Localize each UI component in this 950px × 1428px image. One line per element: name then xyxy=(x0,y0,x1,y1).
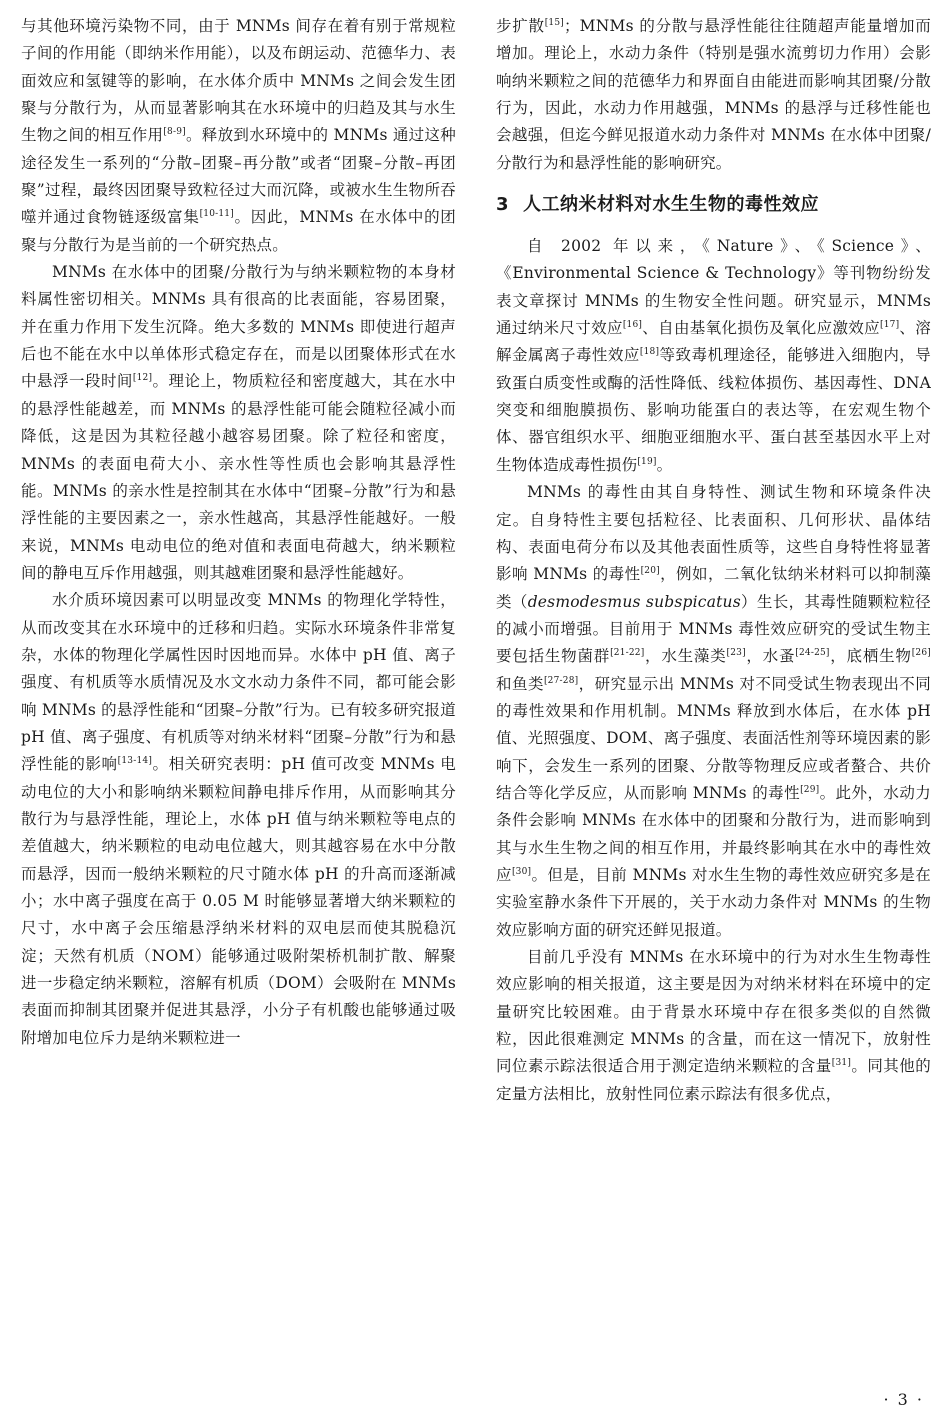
body-text: 。 xyxy=(656,455,673,474)
body-text: 。此外，水动力条件会影响 MNMs 在水体中的团聚和分散行为，进而影响到其与水生生物之间的相互作用，并最终影响其在水中的毒性效应 xyxy=(496,783,931,884)
body-text: 。相关研究表明：pH 值可改变 MNMs 电动电位的大小和影响纳米颗粒间静电排斥作用，从而影响其分散行为与悬浮性能，理论上，水体 pH 值与纳米颗粒等电点的差值越大，纳米颗粒的电动电位越大，则其越容易在水中分散而悬浮，因而一般纳米颗粒的尺寸随水体 pH 的升高而逐渐减小；水中离子强度在高于 0.05 M 时能够显著增大纳米颗粒的尺寸，水中离子会压缩悬浮纳米材料的双电层而使其脱稳沉淀；天然有机质（NOM）能够通过吸附架桥机制扩散、解聚进一步稳定纳米颗粒，溶解有机质（DOM）会吸附在 MNMs 表面而抑制其团聚并促进其悬浮，小分子有机酸也能够通过吸附增加电位斥力是纳米颗粒进一 xyxy=(21,755,456,1047)
body-text: MNMs 在水体中的团聚/分散行为与纳米颗粒物的本身材料属性密切相关。MNMs 具有很高的比表面能，容易团聚，并在重力作用下发生沉降。绝大多数的 MNMs 即使进行超声后也不能在水中以单体形式稳定存在，而是以团聚体形式在水中悬浮一段时间 xyxy=(21,263,456,391)
body-text: ，水蚤 xyxy=(745,647,796,666)
left-column xyxy=(21,13,456,1052)
section-number: 3 xyxy=(496,194,510,216)
body-text: 等致毒机理途径，能够进入细胞内，导致蛋白质变性或酶的活性降低、线粒体损伤、基因毒性、DNA 突变和细胞膜损伤、影响功能蛋白的表达等，在宏观生物个体、器官组织水平、细胞亚细胞水平、蛋白甚至基因水平上对生物体造成毒性损伤 xyxy=(496,346,931,474)
body-text: 。理论上，物质粒径和密度越大，其在水中的悬浮性能越差，而 MNMs 的悬浮性能可能会随粒径减小而降低，这是因为其粒径越小越容易团聚。除了粒径和密度，MNMs 的表面电荷大小、亲水性等性质也会影响其悬浮性能。MNMs 的亲水性是控制其在水体中“团聚–分散”行为和悬浮性能的主要因素之一，亲水性越高，其悬浮性能越好。一般来说，MNMs 电动电位的绝对值和表面电荷越大，纳米颗粒间的静电互斥作用越强，则其越难团聚和悬浮性能越好。 xyxy=(21,372,456,582)
body-text: 、自由基氧化损伤及氧化应激效应 xyxy=(642,319,880,338)
species-name: desmodesmus subspicatus xyxy=(527,592,741,611)
body-text: 目前几乎没有 MNMs 在水环境中的行为对水生生物毒性效应影响的相关报道，这主要是因为对纳米材料在环境中的定量研究比较困难。由于背景水环境中存在很多类似的自然微粒，因此很难测定 MNMs 的含量，而在这一情况下，放射性同位素示踪法很适合用于测定造纳米颗粒的含量 xyxy=(496,948,931,1076)
body-text: MNMs 的毒性由其自身特性、测试生物和环境条件决定。自身特性主要包括粒径、比表面积、几何形状、晶体结构、表面电荷分布以及其他表面性质等，这些自身特性将显著影响 MNMs 的毒性 xyxy=(496,483,931,584)
paragraph xyxy=(21,13,456,259)
citation: [31] xyxy=(831,1058,852,1069)
citation: [12] xyxy=(132,373,153,384)
paragraph xyxy=(496,479,931,944)
paragraph xyxy=(21,259,456,587)
citation: [10-11] xyxy=(199,209,234,220)
citation: [23] xyxy=(726,648,746,659)
body-text: ，底栖生物 xyxy=(829,647,912,666)
body-text: 。因此，MNMs 在水体中的团聚与分散行为是当前的一个研究热点。 xyxy=(21,208,457,254)
section-heading xyxy=(496,189,931,221)
right-column xyxy=(496,13,931,1108)
citation: [24-25] xyxy=(795,648,830,659)
body-text: 步扩散 xyxy=(496,17,545,35)
paragraph xyxy=(496,233,931,479)
page-number: · 3 · xyxy=(883,1390,924,1409)
body-text: 与其他环境污染物不同，由于 MNMs 间存在着有别于常规粒子间的作用能（即纳米作用能），以及布朗运动、范德华力、表面效应和氢键等的影响，在水体介质中 MNMs 之间会发生团聚与分散行为，从而显著影响其在水环境中的归趋及其与水生生物之间的相互作用 xyxy=(21,17,456,145)
citation: [13-14] xyxy=(117,756,153,767)
body-text: 、溶解金属离子毒性效应 xyxy=(496,319,931,365)
citation: [8-9] xyxy=(163,127,186,138)
paragraph xyxy=(496,13,931,177)
citation: [30] xyxy=(511,866,532,877)
body-text: 和鱼类 xyxy=(496,674,544,693)
body-text: 水介质环境因素可以明显改变 MNMs 的物理化学特性，从而改变其在水环境中的迁移和归趋。实际水环境条件非常复杂，水体的物理化学属性因时因地而异。水体中 pH 值、离子强度、有机质等水质情况及水文水动力条件不同，都可能会影响 MNMs 的悬浮性能和“团聚–分散”行为。已有较多研究报道 pH 值、离子强度、有机质等对纳米材料“团聚–分散”行为和悬浮性能的影响 xyxy=(21,591,456,774)
body-text: ，研究显示出 MNMs 对不同受试生物表现出不同的毒性效果和作用机制。MNMs 释放到水体后，在水体 pH 值、光照强度、DOM、离子强度、表面活性剂等环境因素的影响下，会发生一系列的团聚、分散等物理反应或者螯合、共价结合等化学反应，从而影响 MNMs 的毒性 xyxy=(496,674,931,802)
paragraph xyxy=(21,587,456,1052)
body-text: 。同其他的定量方法相比，放射性同位素示踪法有很多优点， xyxy=(496,1057,931,1103)
paragraph xyxy=(496,944,931,1108)
body-text: ；MNMs 的分散与悬浮性能往往随超声能量增加而增加。理论上，水动力条件（特别是强水流剪切力作用）会影响纳米颗粒之间的范德华力和界面自由能进而影响其团聚/分散行为，因此，水动力作用越强，MNMs 的悬浮与迁移性能也会越强，但迄今鲜见报道水动力条件对 MNMs 在水体中团聚/分散行为和悬浮性能的影响研究。 xyxy=(496,17,931,172)
section-title: 人工纳米材料对水生生物的毒性效应 xyxy=(523,194,820,216)
citation: [17] xyxy=(880,320,900,331)
citation: [20] xyxy=(640,566,660,577)
body-text: ）生长，其毒性随颗粒粒径的减小而增强。目前用于 MNMs 毒性效应研究的受试生物主要包括生物菌群 xyxy=(496,592,931,666)
body-text: 。但是，目前 MNMs 对水生生物的毒性效应研究多是在实验室静水条件下开展的，关于水动力条件对 MNMs 的生物效应影响方面的研究还鲜见报道。 xyxy=(496,865,931,939)
citation: [18] xyxy=(639,347,660,358)
citation: [21-22] xyxy=(610,648,645,659)
body-text: ，例如，二氧化钛纳米材料可以抑制藻类（ xyxy=(496,565,931,611)
body-text: 自 2002 年以来，《Nature》、《Science》、《Environmental Science & Technology》等刊物纷纷发表文章探讨 MNMs 的生物安全性问题。研究显示，MNMs 通过纳米尺寸效应 xyxy=(496,237,931,338)
citation: [16] xyxy=(622,320,643,331)
body-text: ，水生藻类 xyxy=(644,647,727,666)
body-text: 。释放到水环境中的 MNMs 通过这种途径发生一系列的“分散–团聚–再分散”或者“团聚–分散–再团聚”过程，最终因团聚导致粒径过大而沉降，或被水生生物所吞噬并通过食物链逐级富集 xyxy=(21,126,456,227)
citation: [27-28] xyxy=(543,675,579,686)
citation: [26] xyxy=(911,648,931,659)
citation: [15] xyxy=(544,18,564,28)
citation: [29] xyxy=(800,784,820,795)
citation: [19] xyxy=(637,456,657,467)
